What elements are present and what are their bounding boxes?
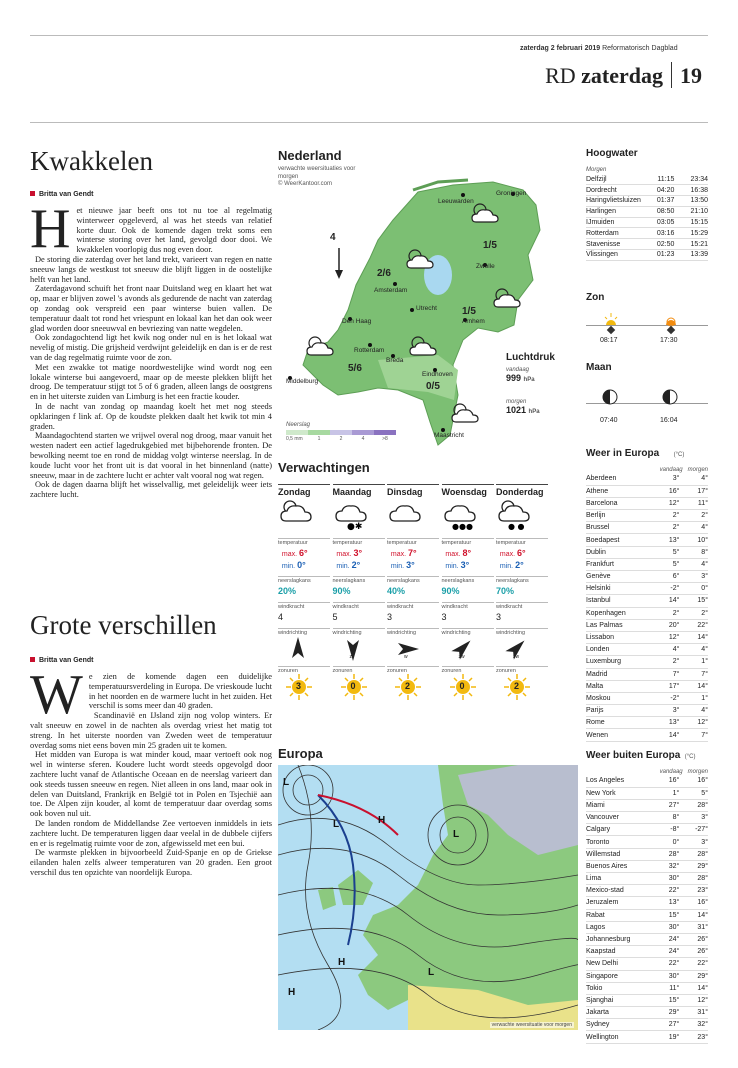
svg-text:●✱: ●✱ (346, 522, 362, 531)
table-row: New Delhi 22° 22° (586, 958, 708, 970)
weer-buiten-table (586, 775, 708, 1044)
table-row: Genève 6° 3° (586, 571, 708, 583)
low-pressure-label: L (453, 829, 460, 840)
forecast-day: Zondag temperatuur max. 6° min. 0° neerslagkans 20% windkracht 4 windrichting zonuren 3 (278, 484, 330, 700)
byline: Britta van Gendt (30, 657, 272, 664)
table-row: Boedapest 13° 10° (586, 534, 708, 546)
table-row: Moskou -2° 1° (586, 692, 708, 704)
table-row: Brussel 2° 4° (586, 522, 708, 534)
table-row: Dublin 5° 8° (586, 546, 708, 558)
europa-caption: verwachte weersituatie voor morgen (491, 1022, 572, 1028)
wind-value: 4 (330, 232, 336, 243)
moonrise-time: 07:40 (600, 417, 618, 424)
sunrise-time: 08:17 (600, 337, 618, 344)
paragraph: Met een zwakke tot matige noordwestelijke wind wordt nog een lokale winterse bui aangevoerd, maar op de meeste plekken blijft het droog. De temperatuur stijgt tot 5 of 6 graden, alleen langs de oostgrens en in het uiterste zuiden van Limburg is het een fractie kouder. (30, 362, 272, 402)
table-row: Vlissingen 01:23 13:39 (586, 251, 708, 259)
zon-section: Zon 08:17 17:30 (586, 292, 708, 347)
table-row: Rotterdam 03:16 15:29 (586, 229, 708, 237)
sun-hours: 2 (514, 681, 520, 691)
high-pressure-label: H (338, 957, 346, 968)
partly-cloudy-icon (406, 333, 440, 359)
weer-europa-table (586, 473, 708, 742)
forecast-day: Donderdag ● ● temperatuur max. 6° min. 2° neerslagkans 70% windkracht 3 windrichting zw zonuren 2 (496, 484, 548, 700)
low-pressure-label: L (333, 819, 340, 830)
article-body (30, 198, 272, 500)
sun-hours: 0 (459, 681, 465, 691)
forecast-day-name: Maandag (333, 484, 385, 497)
table-row: Buenos Aires 32° 29° (586, 860, 708, 872)
table-row: Dordrecht 04:20 16:38 (586, 186, 708, 194)
city-utrecht: Utrecht (416, 305, 437, 312)
top-rule (30, 35, 708, 36)
headline: Kwakkelen (30, 146, 153, 176)
paragraph: et nieuwe jaar beeft ons tot nu toe al regelmatig winterweer opgeleverd, al was het steeds van relatief korte duur. Ook de komende dagen trekt soms een winterse storing over het land, gevolgd door dooi. We kwakkelen voorlopig dus nog even door. (76, 206, 272, 255)
forecast-day-name: Donderdag (496, 484, 548, 497)
wind-value: 5/6 (348, 363, 362, 374)
weer-europa-section: Weer in Europa (°C) vandaag morgen Aberdeen 3° 4° Athene 16° 17° Barcelona 12° 11° Berlijn 2° 2° Brussel 2° 4° Boedapest 13° 10° Dublin 5° 8° Frankfurt 5° 4° Genève 6° 3° Helsinki -2° 0° Istanbul 14° 15° Kopenhagen 2° 2° Las Palmas 20° 22° Lissabon 12° 14° Londen 4° 4° Luxemburg 2° 1° Madrid 7° 7° Malta 17° 14° Moskou -2° 1° Parijs 3° 4° Rome 13° 12° Wenen 14° 7° (586, 443, 708, 742)
paragraph: Ook de dagen daarna blijft het wisselvallig, met geleidelijk weer iets zachtere lucht. (30, 480, 272, 500)
forecast-day: Woensdag ●●● temperatuur max. 8° min. 3° neerslagkans 90% windkracht 3 windrichting zw zonuren 0 (442, 484, 494, 700)
wind-value: 0/5 (426, 381, 440, 392)
table-row: Sydney 27° 32° (586, 1019, 708, 1031)
moonrise-icon (602, 389, 618, 405)
table-row: Istanbul 14° 15° (586, 595, 708, 607)
dropcap: W (30, 664, 83, 726)
table-row: Haringvlietsluizen 01:37 13:50 (586, 197, 708, 205)
maan-section: Maan 07:40 16:04 (586, 362, 708, 423)
table-row: Luxemburg 2° 1° (586, 656, 708, 668)
low-pressure-label: L (428, 967, 435, 978)
table-row: Lagos 30° 31° (586, 921, 708, 933)
paragraph: e zien de komende dagen een duidelijke temperatuursverdeling in Europa. De vrieskoude lucht in het noorden en de warmere lucht in het zuiden. Het verschil is soms meer dan 40 graden. (88, 672, 272, 711)
forecast-day-name: Dinsdag (387, 484, 439, 497)
paragraph: Maandagochtend starten we vrijwel overal nog droog, maar vanuit het westen nadert een actief lagedrukgebied met bijbehorende fronten. De bewolking neemt toe en rond de middag volgt winterse neerslag. In de koude lucht voor het front uit is dat vooral in het binnenland (natte) sneeuw, maar in de zachtere lucht er achter valt vooral nog wat regen. (30, 431, 272, 480)
table-row: Malta 17° 14° (586, 680, 708, 692)
city-den-haag: Den Haag (342, 318, 372, 325)
wind-direction-icon (341, 636, 365, 662)
table-row: Las Palmas 20° 22° (586, 619, 708, 631)
city-amsterdam: Amsterdam (374, 287, 408, 294)
cloud-icon (333, 497, 373, 531)
table-row: Toronto 0° 3° (586, 836, 708, 848)
sun-hours: 0 (350, 681, 356, 691)
city-arnhem: Arnhem (462, 318, 485, 325)
forecast-day: Dinsdag temperatuur max. 7° min. 3° neerslagkans 40% windkracht 3 windrichting w zonuren 2 (387, 484, 439, 700)
table-row: Harlingen 08:50 21:10 (586, 208, 708, 216)
city-groningen: Groningen (496, 190, 527, 197)
table-row: Los Angeles 16° 16° (586, 775, 708, 787)
city-leeuwarden: Leeuwarden (438, 198, 474, 205)
table-row: Lima 30° 28° (586, 873, 708, 885)
table-row: Stavenisse 02:50 15:21 (586, 240, 708, 248)
svg-text:●●●: ●●● (451, 522, 473, 531)
sun-hours: 2 (405, 681, 411, 691)
table-row: Berlijn 2° 2° (586, 510, 708, 522)
table-row: Jeruzalem 13° 16° (586, 897, 708, 909)
city-middelburg: Middelburg (286, 378, 319, 385)
city-dot (410, 308, 414, 312)
city-dot (461, 193, 465, 197)
partly-cloudy-icon (448, 400, 482, 426)
table-row: Parijs 3° 4° (586, 705, 708, 717)
article-kwakkelen (30, 146, 272, 500)
luchtdruk: Luchtdruk vandaag 999 hPa morgen 1021 hPa (506, 352, 555, 415)
table-row: Rabat 15° 14° (586, 909, 708, 921)
dropcap: H (30, 198, 71, 260)
wind-value: 1/5 (462, 306, 476, 317)
svg-text:● ●: ● ● (508, 522, 525, 531)
paragraph: De landen rondom de Middellandse Zee vertoeven inmiddels in iets zachtere lucht. De temperaturen liggen daar veelal in de dubbele cijfers en er is regelmatig ruimte voor de zon, afgewisseld met een bui. (30, 818, 272, 848)
wind-value: 1/5 (483, 240, 497, 251)
table-row: Mexico-stad 22° 23° (586, 885, 708, 897)
wind-value: 2/6 (377, 268, 391, 279)
weer-buiten-section: Weer buiten Europa (°C) vandaag morgen Los Angeles 16° 16° New York 1° 5° Miami 27° 28° Vancouver 8° 3° Calgary -8° -27° Toronto 0° 3° Willemstad 28° 28° Buenos Aires 32° 29° Lima 30° 28° Mexico-stad 22° 23° Jeruzalem 13° 16° Rabat 15° 14° Lagos 30° 31° Johannesburg 24° 26° Kaapstad 24° 26° New Delhi 22° 22° Singapore 30° 29° Tokio 11° 14° Sjanghai 15° 12° Jakarta 29° 31° Sydney 27° 32° Wellington 19° 23° (586, 745, 708, 1044)
hoogwater-section (586, 148, 708, 261)
paragraph: De warmste plekken in bijvoorbeeld Zuid-Spanje en op de Griekse eilanden halen zelfs alweer temperaturen van 20 graden. Een groot verschil dus ten opzichte van noordelijk Europa. (30, 848, 272, 877)
sun-hours: 3 (296, 681, 302, 691)
byline: Britta van Gendt (30, 191, 272, 198)
table-row: Barcelona 12° 11° (586, 497, 708, 509)
sunset-time: 17:30 (660, 337, 678, 344)
paragraph: Ook zondagochtend ligt het kwik nog onder nul en is het lokaal wat nevelig of mistig. Die grijsheid verdwijnt geleidelijk en dan is er de rest van de dag regelmatig ruimte voor de zon. (30, 333, 272, 362)
hoogwater-table (586, 174, 708, 261)
table-row: Kopenhagen 2° 2° (586, 607, 708, 619)
moonset-time: 16:04 (660, 417, 678, 424)
table-row: Johannesburg 24° 26° (586, 933, 708, 945)
city-eindhoven: Eindhoven (422, 371, 453, 378)
header-rule (30, 122, 708, 123)
nl-land (303, 182, 540, 445)
neerslag-legend: Neerslag 0,5 mm 1 2 4 >8 (286, 422, 396, 442)
partly-cloudy-icon (490, 285, 524, 311)
nederland-map (278, 160, 578, 450)
table-row: Helsinki -2° 0° (586, 583, 708, 595)
table-row: Vancouver 8° 3° (586, 812, 708, 824)
table-row: Madrid 7° 7° (586, 668, 708, 680)
table-row: Willemstad 28° 28° (586, 848, 708, 860)
partly-cloudy-icon (278, 497, 318, 531)
paragraph: Zaterdagavond schuift het front naar Duitsland weg en klaart het wat op, maar er blijven zowel 's avonds als gedurende de nacht van zaterdag op zondag ook verspreid een paar winterse buien vallen. De temperatuur daalt tot rond het vriespunt en lokaal kan het dan ook weer glad worden door sneeuwval en bevriezing van natte wegdelen. (30, 284, 272, 333)
verwachtingen-title: Verwachtingen (278, 460, 370, 475)
table-row: Delfzijl 11:15 23:34 (586, 174, 708, 185)
partly-cloudy-icon (468, 200, 502, 226)
table-row: Miami 27° 28° (586, 799, 708, 811)
moonset-icon (662, 389, 678, 405)
city-breda: Breda (386, 357, 404, 364)
table-row: Aberdeen 3° 4° (586, 473, 708, 485)
table-row: Frankfurt 5° 4° (586, 558, 708, 570)
wind-arrow-icon (334, 248, 344, 280)
table-row: Athene 16° 17° (586, 485, 708, 497)
paragraph: De storing die zaterdag over het land trekt, varieert van regen en natte sneeuw langs de westkust tot sneeuw die blijft liggen in de oostelijke helft van het land. (30, 254, 272, 284)
table-row: Jakarta 29° 31° (586, 1007, 708, 1019)
partly-cloudy-icon (403, 246, 437, 272)
low-pressure-label: L (283, 777, 290, 788)
table-row: IJmuiden 03:05 15:15 (586, 219, 708, 227)
forecast-day-name: Woensdag (442, 484, 494, 497)
table-row: Londen 4° 4° (586, 644, 708, 656)
high-pressure-label: H (378, 815, 386, 826)
partly-cloudy-icon (496, 497, 536, 531)
article-body (30, 664, 272, 878)
forecast-day-name: Zondag (278, 484, 330, 497)
city-dot (393, 282, 397, 286)
masthead-date: zaterdag 2 februari 2019 Reformatorisch Dagblad (520, 45, 678, 52)
hoogwater-title: Hoogwater (586, 148, 638, 159)
table-row: Calgary -8° -27° (586, 824, 708, 836)
europa-map (278, 765, 578, 1030)
city-maastricht: Maastricht (434, 432, 464, 439)
table-row: Rome 13° 12° (586, 717, 708, 729)
city-rotterdam: Rotterdam (354, 347, 385, 354)
europa-map-svg (278, 765, 578, 1030)
headline: Grote verschillen (30, 610, 217, 640)
wind-direction-icon (286, 636, 310, 662)
table-row: Wellington 19° 23° (586, 1031, 708, 1043)
nederland-title: Nederland verwachte weersituaties voor morgen © WeerKantoor.com (278, 148, 356, 187)
paragraph: Het midden van Europa is wat minder koud, maar vertoeft ook nog wel in winterse sferen. Koudere lucht wordt steeds opgevolgd door zachtere lucht vanaf de Atlantische Oceaan en de neerslag varieert dan ook steeds tussen sneeuw en regen. Niet alleen in ons land, maar ook in delen van Duitsland, Frankrijk en België tot in Polen en Tsjechië aan toe. De Alpen zijn kouder, al komt de temperatuur daar overdag soms ook boven nul uit. (30, 750, 272, 819)
table-row: Kaapstad 24° 26° (586, 946, 708, 958)
table-row: New York 1° 5° (586, 787, 708, 799)
table-row: Tokio 11° 14° (586, 982, 708, 994)
forecast-day: Maandag ●✱ temperatuur max. 3° min. 2° neerslagkans 90% windkracht 5 windrichting z zonuren 0 (333, 484, 385, 700)
table-row: Sjanghai 15° 12° (586, 994, 708, 1006)
hoogwater-sub: Morgen (586, 167, 607, 173)
cloud-icon (387, 497, 427, 531)
cloud-icon (442, 497, 482, 531)
high-pressure-label: H (288, 987, 296, 998)
partly-cloudy-icon (303, 333, 337, 359)
masthead: RD zaterdag 19 (545, 63, 702, 88)
europa-title: Europa (278, 746, 323, 761)
paragraph: In de nacht van zondag op maandag koelt het met nog steeds opklaringen f link af. Op de koudste plekken daalt het kwik tot min 4 graden. (30, 401, 272, 431)
table-row: Lissabon 12° 14° (586, 631, 708, 643)
table-row: Wenen 14° 7° (586, 729, 708, 741)
paragraph: Scandinavië en IJsland zijn nog volop winters. Er valt sneeuw en zowel in de nachten als overdag vriest het matig tot streng. In het uiterste noorden van Zweden weet de temperatuur overdag soms niet eens boven min 25 graden uit te komen. (30, 711, 272, 750)
city-zwolle: Zwolle (476, 263, 495, 270)
table-row: Singapore 30° 29° (586, 970, 708, 982)
article-grote-verschillen (30, 610, 272, 878)
